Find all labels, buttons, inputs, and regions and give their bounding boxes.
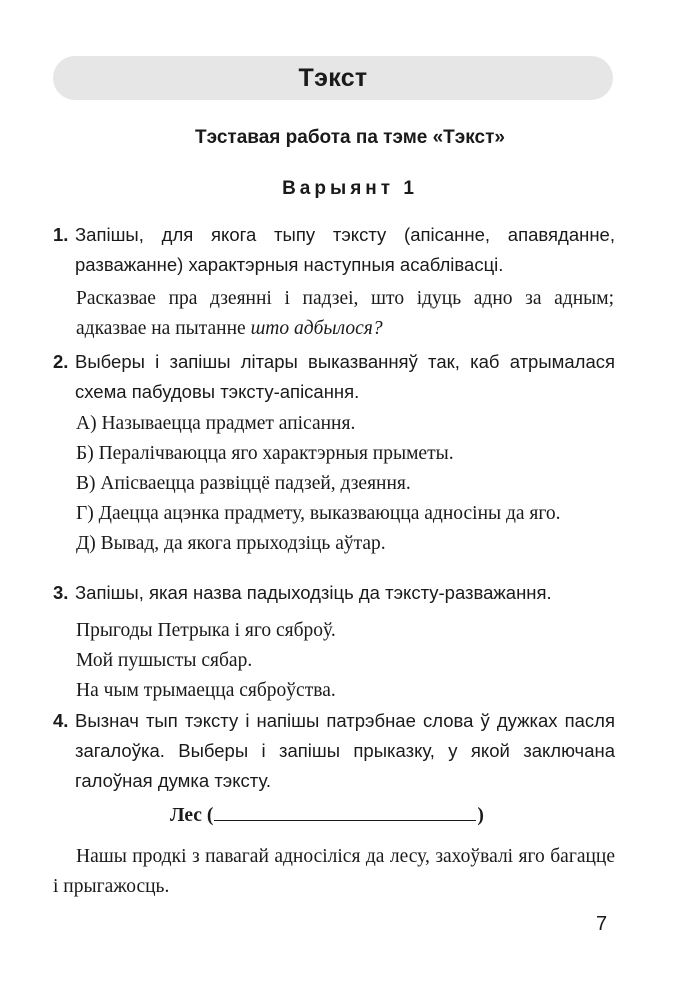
task-number: 4.: [53, 710, 69, 731]
section-header: [53, 56, 613, 100]
task-number: 1.: [53, 224, 69, 245]
task-1-content-text: Расказвае пра дзеянні і падзеі, што ідуць адно за адным; адказвае на пытанне: [76, 288, 614, 339]
task-1: [53, 220, 615, 280]
task-3: [53, 578, 615, 608]
variant-heading: Варыянт 1: [282, 178, 418, 199]
page-number: 7: [596, 913, 608, 935]
title-option: Прыгоды Петрыка і яго сяброў.: [76, 620, 336, 641]
text-title: Лес (: [170, 805, 214, 826]
task-1-content-question: што адбылося?: [250, 318, 383, 339]
text-title-close: ): [477, 805, 484, 826]
task-3-titles: [76, 616, 614, 706]
option-item: Д) Вывад, да якога прыходзіць аўтар.: [76, 533, 386, 554]
task-question: Выберы і запішы літары выказванняў так, каб атрымалася схема пабудовы тэксту-апісання.: [75, 351, 615, 402]
option-item: А) Называецца прадмет апісання.: [76, 413, 356, 434]
answer-blank: [214, 801, 476, 821]
task-number: 2.: [53, 351, 69, 372]
task-question: Запішы, для якога тыпу тэксту (апісанне, апавяданне, разважанне) характэрныя наступныя асаблівасці.: [75, 224, 615, 275]
option-item: Г) Даецца ацэнка прадмету, выказваюцца адносіны да яго.: [76, 503, 561, 524]
task-2-options: [53, 409, 615, 559]
task-question: Вызнач тып тэксту і напішы патрэбнае слова ў дужках пасля загалоўка. Выберы і запішы прыказку, у якой заключана галоўная думка тэксту.: [75, 710, 615, 791]
section-title: Тэкст: [298, 63, 368, 92]
task-question: Запішы, якая назва падыходзіць да тэксту-разважання.: [75, 582, 552, 603]
task-4-text-body: Нашы продкі з павагай адносіліся да лесу, захоўвалі яго багацце і прыгажосць.: [53, 846, 615, 897]
test-title: Тэставая работа па тэме «Тэкст»: [195, 127, 505, 148]
title-option: Мой пушысты сябар.: [76, 650, 253, 671]
task-number: 3.: [53, 582, 69, 603]
text-title-line: [170, 801, 484, 831]
task-4: [53, 706, 615, 796]
task-2: [53, 347, 615, 407]
task-4-text: [53, 842, 615, 902]
title-option: На чым трымаецца сяброўства.: [76, 680, 336, 701]
option-item: Б) Пералічваюцца яго характэрныя прыметы.: [76, 443, 454, 464]
task-1-content: [76, 284, 614, 344]
option-item: В) Апісваецца развіццё падзей, дзеяння.: [76, 473, 411, 494]
